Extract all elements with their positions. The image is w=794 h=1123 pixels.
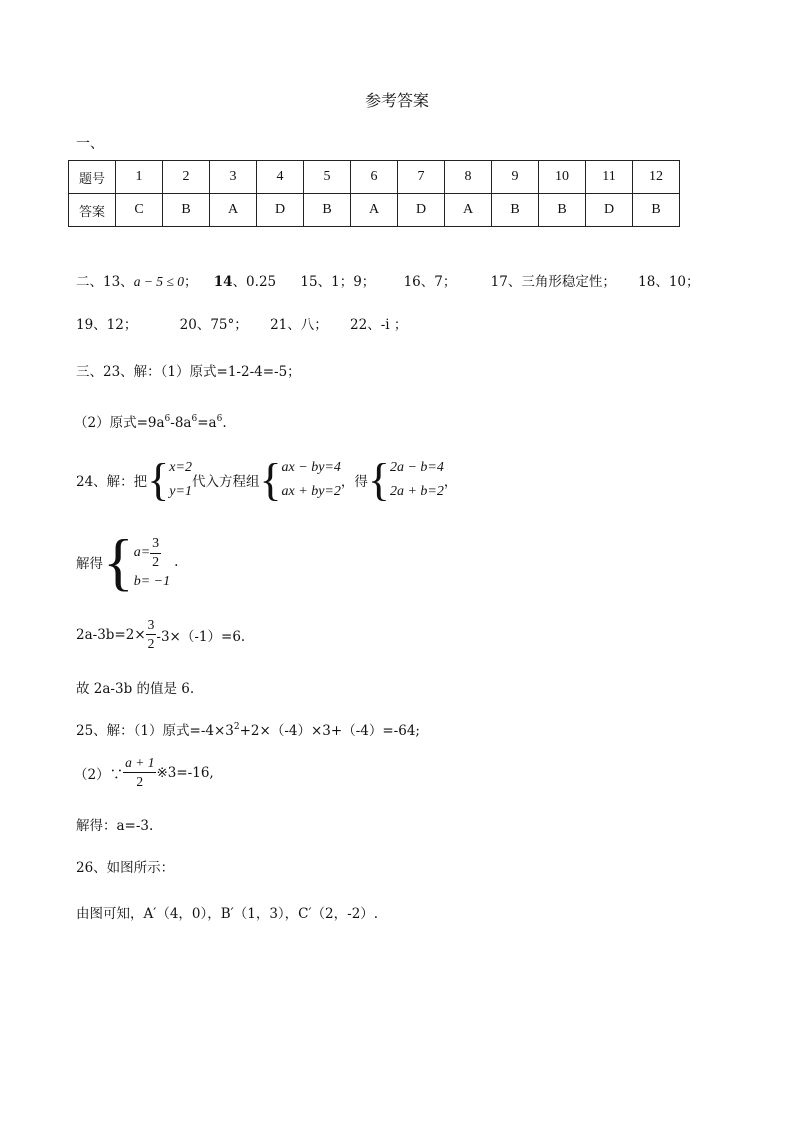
answer-24-text: 2a-3b=2× [76,626,146,643]
answer-25-part-3: 解得：a=-3. [76,818,154,834]
answer-table [68,160,680,227]
answer-23-p2-text: -8a [170,415,192,431]
question-number: 4 [257,161,304,194]
answer-24-text: 代入方程组 [191,474,260,490]
answer-23-part-2 [74,411,227,431]
answer-cell: B [539,194,586,227]
answer-24-text: ，得 [340,474,368,490]
answer-cell: B [304,194,351,227]
equation: y=1 [169,484,192,499]
exponent: 2 [233,722,240,732]
question-number: 7 [398,161,445,194]
solution-a [134,535,170,572]
answer-23-p2-text: =a [197,415,217,431]
solution-b: b= −1 [133,573,171,589]
answer-24-solution [76,526,179,597]
answer-cell: D [586,194,633,227]
section-two-line-1 [76,270,700,290]
answer-19: 19、12； [76,317,138,333]
left-brace-icon: { [367,454,390,505]
equation-system-result [390,456,444,504]
numerator: 3 [146,616,157,635]
answer-24-text: 解得 [76,556,103,572]
answer-24-text: -3×（-1）=6. [156,628,246,645]
answer-cell: A [351,194,398,227]
exponent: 6 [164,414,171,424]
question-number: 3 [210,161,257,194]
answer-22: 22、-i ； [350,317,408,333]
answer-14: 、0.25 [232,274,277,290]
question-number: 12 [633,161,680,194]
fraction [123,754,156,791]
row-header-answer: 答案 [69,194,116,227]
answer-16: 16、7； [403,274,457,290]
answer-cell: A [210,194,257,227]
question-number: 9 [492,161,539,194]
answer-13-sep: ； [183,274,198,290]
equation-system-original [282,456,341,504]
question-number: 11 [586,161,633,194]
answer-cell: C [116,194,163,227]
answer-25-text: ※3=-16, [156,764,214,781]
equation: ax − by=4 [281,460,341,475]
question-number: 6 [351,161,398,194]
answer-cell: D [398,194,445,227]
answer-26-line-1: 26、如图所示： [76,860,175,876]
answer-23-part-1: 三、23、解：（1）原式=1-2-4=-5； [76,364,301,380]
answer-25-text: +2×（-4）×3+（-4）=-64; [239,723,420,739]
equation-system-substitution [169,456,192,504]
answer-20: 20、75°； [179,317,248,333]
equation: a= [133,545,151,560]
equation: ax + by=2 [281,484,341,499]
answer-25-text: 25、解：（1）原式=-4×3 [76,723,234,739]
answer-24-text: . [174,554,179,570]
answer-26-line-2: 由图可知，A′（4，0），B′（1，3），C′（2，-2）. [76,906,379,922]
equation: 2a + b=2 [389,484,444,499]
answer-25-part-1 [76,719,420,739]
equation: x=2 [169,460,192,475]
left-brace-icon: { [147,454,170,505]
table-row-numbers [69,161,680,194]
question-number: 5 [304,161,351,194]
numerator: a + 1 [123,754,156,773]
answer-21: 21、八； [270,317,328,333]
answer-cell: B [633,194,680,227]
answer-cell: D [257,194,304,227]
section-two-line-2 [76,313,407,333]
denominator: 2 [147,636,155,651]
answer-23-p2-text: . [222,415,227,431]
fraction [146,616,157,653]
solution-system [134,535,170,590]
question-number: 10 [539,161,586,194]
answer-24-calculation [76,616,245,653]
denominator: 2 [136,774,144,789]
denominator: 2 [152,554,160,570]
answer-25-text: （2）∵ [74,766,124,783]
answer-24-conclusion: 故 2a-3b 的值是 6. [76,681,195,697]
answer-18: 18、10； [638,274,700,290]
question-number: 1 [116,161,163,194]
answer-15: 15、1；9； [300,274,376,290]
row-header-number: 题号 [69,161,116,194]
left-brace-icon: { [259,454,282,505]
answer-24-line-1 [76,456,457,504]
answer-14-label: 14 [213,274,233,290]
numerator: 3 [150,535,161,554]
answer-cell: A [445,194,492,227]
page-title: 参考答案 [364,91,429,110]
answer-24-text: ， [443,474,458,490]
answer-cell: B [163,194,210,227]
answer-17: 17、三角形稳定性； [490,274,616,290]
answer-23-p2-text: （2）原式=9a [74,415,165,431]
answer-13-math: a − 5 ≤ 0 [133,274,184,289]
exponent: 6 [191,414,198,424]
section-one-label: 一、 [76,136,104,152]
section-two-prefix: 二、13、 [76,274,134,290]
answer-24-text: 24、解：把 [76,474,148,490]
table-row-answers [69,194,680,227]
question-number: 8 [445,161,492,194]
answer-cell: B [492,194,539,227]
question-number: 2 [163,161,210,194]
left-brace-icon: { [103,526,134,597]
fraction [150,535,161,572]
answer-25-part-2 [74,754,214,791]
equation: 2a − b=4 [389,460,444,475]
exponent: 6 [216,414,223,424]
